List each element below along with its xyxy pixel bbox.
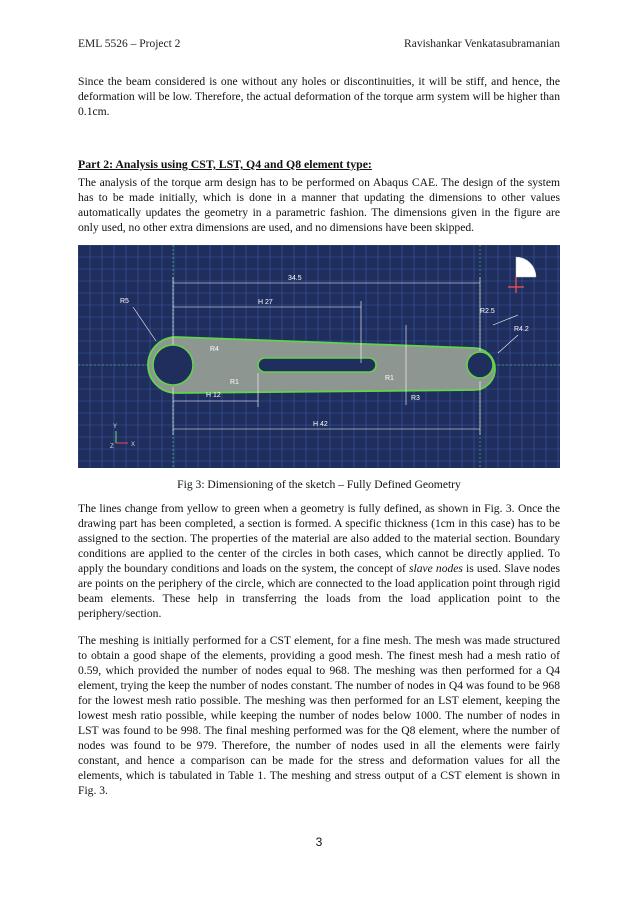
paragraph-meshing: The meshing is initially performed for a CST element, for a fine mesh. The mesh was made structured to obtain a good shape of the elements, providing a good mesh. The finest mesh had a mesh ratio of 0.59, which provided the number of nodes equal to 968. The meshing was then performed for a Q4 element, trying the keep the number of nodes constant. The number of nodes in Q4 was found to be 968 for the lowest mesh ratio possible. The meshing was then performed for an LST element, keeping the lowest mesh ratio possible, while keeping the number of nodes below 1000. The number of nodes in LST was found to be 998. The final meshing performed was for the Q8 element, where the number of nodes was found to be 979. Therefore, the number of nodes used in all the elements were fairly constant, and hence a comparison can be made for the stress and deformation values for all the elements, which is tabulated in Table 1. The meshing and stress output of a CST element is shown in Fig. 3. (78, 634, 560, 797)
paragraph-text: is used. Slave nodes are points on the periphery of the circle, which are connected to the load application point through rigid beam elements. These help in transferring the loads from the load application point to the periphery/section. (78, 562, 560, 620)
dim-r1-left: R1 (230, 379, 239, 386)
dim-34-5: 34.5 (288, 275, 302, 282)
page-number: 3 (315, 835, 323, 849)
figure-caption: Fig 3: Dimensioning of the sketch – Fully Defined Geometry (177, 478, 461, 491)
paragraph-beam-stiffness: Since the beam considered is one without any holes or discontinuities, it will be stiff, and hence, the deformation will be low. Therefore, the actual deformation of the torque arm system will be higher than 0.1cm. (78, 75, 560, 118)
dim-r4: R4 (210, 346, 219, 353)
dim-h12: H 12 (206, 392, 221, 399)
dim-r3: R3 (411, 395, 420, 402)
dim-r5: R5 (120, 298, 129, 305)
section-heading: Part 2: Analysis using CST, LST, Q4 and Q8 element type: (78, 157, 372, 171)
dim-r4-2: R4.2 (514, 326, 529, 333)
emphasis-slave-nodes: slave nodes (408, 562, 463, 575)
axis-z-label: Z (110, 444, 114, 450)
paragraph-slave-nodes (78, 501, 560, 621)
dim-h42: H 42 (313, 421, 328, 428)
header-course: EML 5526 – Project 2 (78, 38, 181, 50)
dim-r1-right: R1 (385, 375, 394, 382)
sketch-figure (78, 245, 560, 468)
header-author: Ravishankar Venkatasubramanian (404, 38, 560, 50)
dim-h27: H 27 (258, 299, 273, 306)
paragraph-text: The lines change from yellow to green when a geometry is fully defined, as shown in Fig. 3. Once the drawing part has been completed, a section is formed. A specific thickness (1cm in this case) has to be assigned to the section. The properties of the material are also added to the material section. Boundary conditions are applied to the center of the circles in both cases, which cannot be directly applied. To apply the boundary conditions and loads on the system, the concept of (78, 502, 560, 575)
axis-x-label: X (131, 442, 136, 448)
paragraph-abaqus-design: The analysis of the torque arm design has to be performed on Abaqus CAE. The design of the system has to be made initially, which is done in a manner that updating the dimensions to other values automatically updates the geometry in a parametric fashion. The dimensions given in the figure are only used, no other extra dimensions are used, and no dimensions have been skipped. (78, 176, 560, 234)
dim-r2-5: R2.5 (480, 308, 495, 315)
axis-y-label: Y (113, 424, 118, 430)
